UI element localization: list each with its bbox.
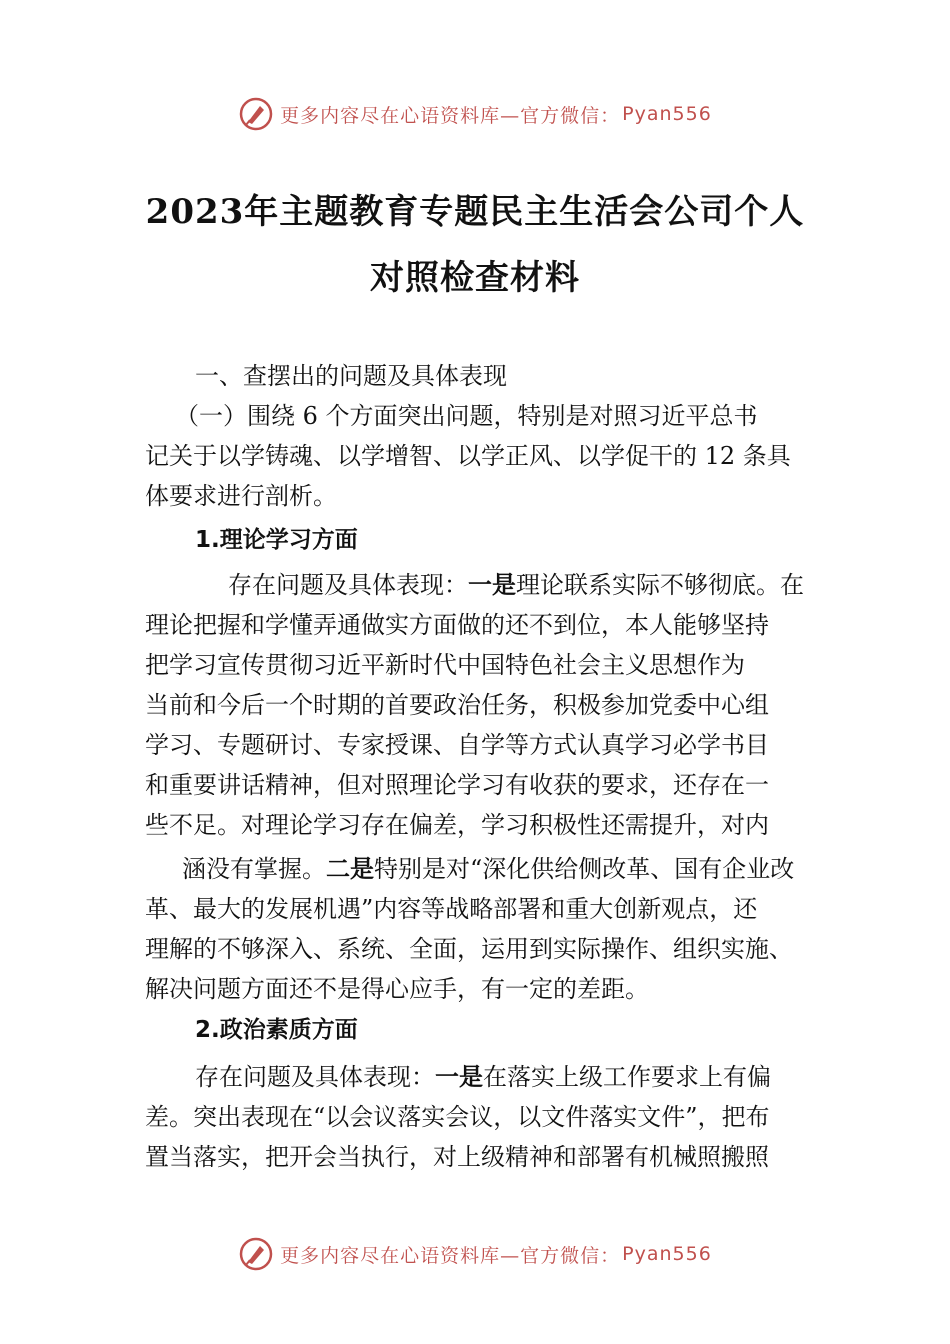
watermark-wechat-id: Pyan556: [622, 103, 712, 125]
paragraph-line: 当前和今后一个时期的首要政治任务，积极参加党委中心组: [145, 691, 769, 719]
watermark-footer: [0, 1232, 950, 1276]
text-run: 涵没有掌握。: [182, 855, 326, 883]
text-run: 存在问题及具体表现：: [195, 1063, 435, 1091]
emphasis-first: 一是: [435, 1063, 483, 1091]
watermark-text: 更多内容尽在心语资料库—官方微信：: [280, 104, 621, 127]
text-run: 在落实上级工作要求上有偏: [483, 1063, 771, 1091]
paragraph-line: 学习、专题研讨、专家授课、自学等方式认真学习必学书目: [145, 731, 769, 759]
watermark-header: [0, 92, 950, 136]
emphasis-first: 一是: [468, 571, 516, 599]
paragraph-line: 解决问题方面还不是得心应手，有一定的差距。: [145, 975, 649, 1003]
paragraph-line: 理解的不够深入、系统、全面，运用到实际操作、组织实施、: [145, 935, 793, 963]
paragraph-line: 些不足。对理论学习存在偏差，学习积极性还需提升，对内: [145, 811, 769, 839]
text-run: 理论联系实际不够彻底。在: [516, 571, 804, 599]
subsection-heading-political: 2.政治素质方面: [195, 1017, 358, 1043]
intro-line: 记关于以学铸魂、以学增智、以学正风、以学促干的 12 条具: [145, 442, 791, 470]
pen-nib-icon: [238, 1236, 274, 1272]
paragraph-line: [195, 1062, 845, 1092]
paragraph-line: 差。突出表现在“以会议落实会议，以文件落实文件”，把布: [145, 1103, 770, 1131]
paragraph-line: 理论把握和学懂弄通做实方面做的还不到位，本人能够坚持: [145, 611, 769, 639]
paragraph-line: [182, 854, 845, 884]
text-run: 特别是对“深化供给侧改革、国有企业改: [374, 855, 795, 883]
pen-nib-icon: [238, 96, 274, 132]
intro-line: 体要求进行剖析。: [145, 482, 337, 510]
watermark-text: 更多内容尽在心语资料库—官方微信：: [280, 1244, 621, 1267]
subsection-heading-theory: 1.理论学习方面: [195, 527, 358, 553]
section-heading: 一、查摆出的问题及具体表现: [195, 362, 507, 390]
intro-line: （一）围绕 6 个方面突出问题，特别是对照习近平总书: [175, 402, 758, 430]
paragraph-line: 革、最大的发展机遇”内容等战略部署和重大创新观点，还: [145, 895, 758, 923]
paragraph-line: 把学习宣传贯彻习近平新时代中国特色社会主义思想作为: [145, 651, 745, 679]
document-title-line-2: 对照检查材料: [370, 258, 580, 298]
emphasis-second: 二是: [326, 855, 374, 883]
watermark-wechat-id: Pyan556: [622, 1243, 712, 1265]
text-run: 存在问题及具体表现：: [228, 571, 468, 599]
paragraph-line: 和重要讲话精神，但对照理论学习有收获的要求，还存在一: [145, 771, 769, 799]
document-title-line-1: 2023年主题教育专题民主生活会公司个人: [145, 192, 805, 232]
paragraph-line: [228, 570, 845, 600]
paragraph-line: 置当落实，把开会当执行，对上级精神和部署有机械照搬照: [145, 1143, 769, 1171]
